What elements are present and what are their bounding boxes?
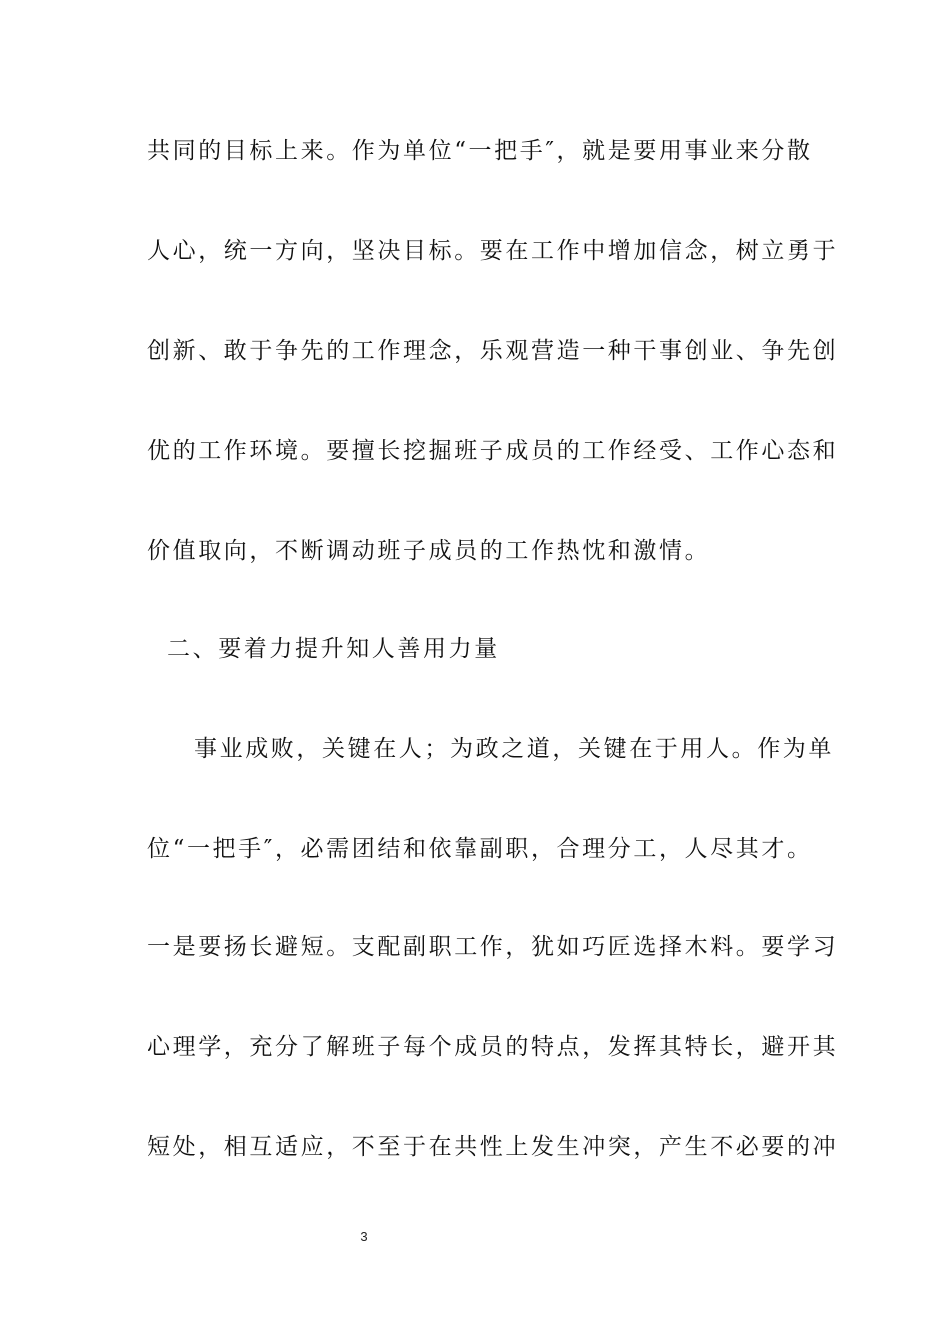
page-number: 3 bbox=[360, 1229, 368, 1244]
paragraph-line: 共同的目标上来。作为单位“一把手″，就是要用事业来分散 bbox=[147, 138, 813, 164]
paragraph-line: 位“一把手″，必需团结和依靠副职，合理分工，人尽其才。 bbox=[147, 836, 813, 862]
section-heading: 二、要着力提升知人善用力量 bbox=[167, 636, 500, 662]
paragraph-line: 价值取向，不断调动班子成员的工作热忱和激情。 bbox=[147, 538, 711, 564]
paragraph-line: 人心，统一方向，坚决目标。要在工作中增加信念，树立勇于 bbox=[147, 238, 839, 264]
paragraph-line: 心理学，充分了解班子每个成员的特点，发挥其特长，避开其 bbox=[147, 1034, 839, 1060]
paragraph-line: 短处，相互适应，不至于在共性上发生冲突，产生不必要的冲 bbox=[147, 1134, 839, 1160]
paragraph-line: 一是要扬长避短。支配副职工作，犹如巧匠选择木料。要学习 bbox=[147, 934, 839, 960]
paragraph-line: 创新、敢于争先的工作理念，乐观营造一种干事创业、争先创 bbox=[147, 338, 839, 364]
paragraph-line: 事业成败，关键在人；为政之道，关键在于用人。作为单 bbox=[194, 736, 834, 762]
paragraph-line: 优的工作环境。要擅长挖掘班子成员的工作经受、工作心态和 bbox=[147, 438, 839, 464]
